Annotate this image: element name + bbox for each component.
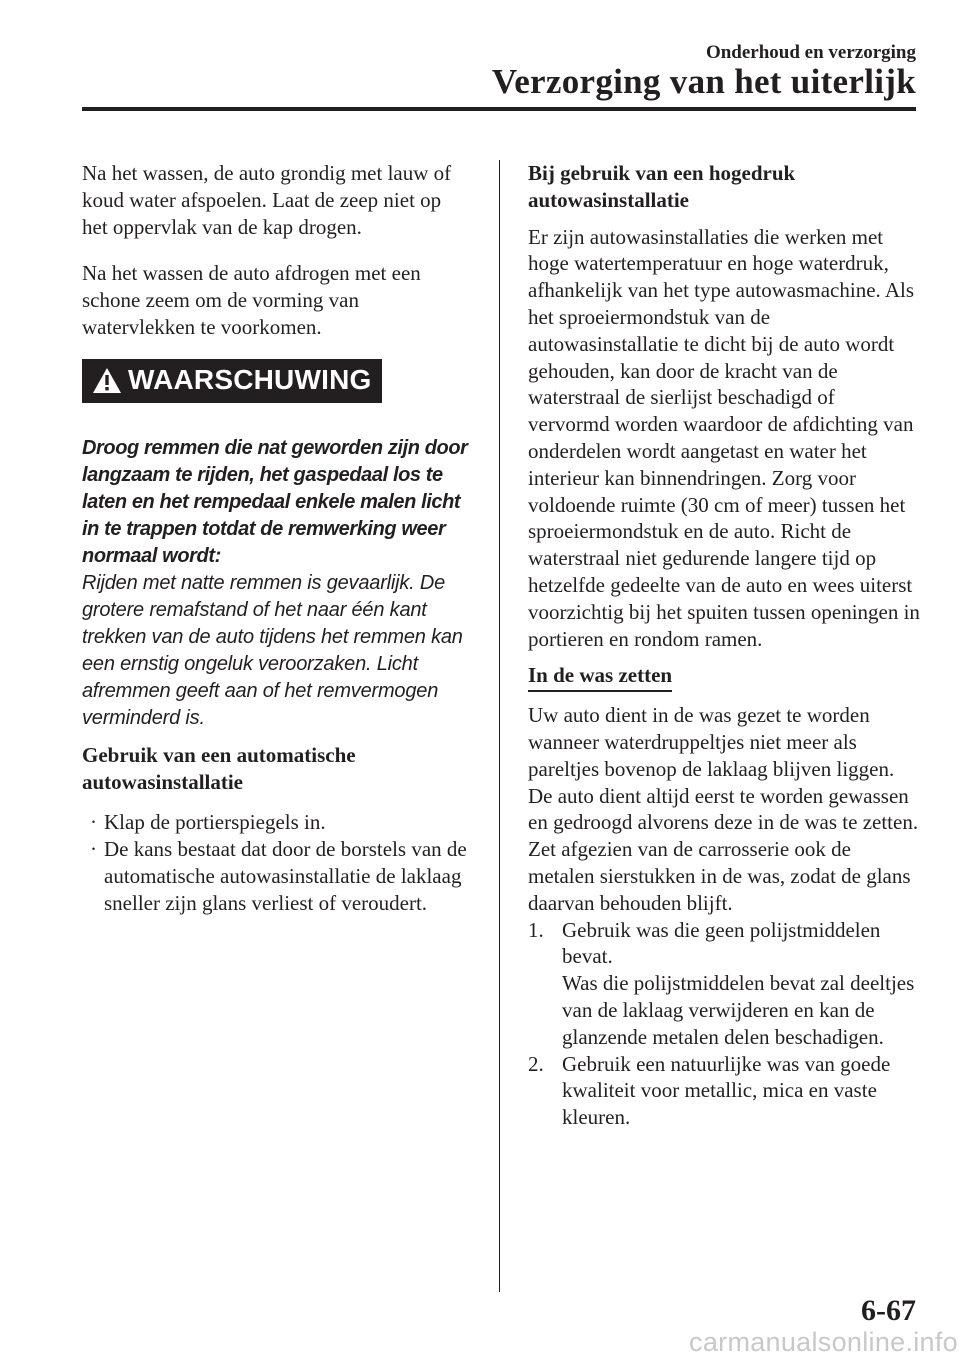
warning-banner: [82, 359, 382, 403]
header-section-label: Onderhoud en verzorging: [705, 42, 916, 63]
list-number: 1.: [528, 917, 544, 942]
bullet-text: Klap de portierspiegels in.: [104, 810, 326, 835]
header-rule: [82, 107, 916, 111]
paragraph-waxing-when: Uw auto dient in de was gezet te worden wanneer waterdruppeltjes niet meer als pareltjes bovenop de laklaag blijven liggen.: [528, 703, 895, 781]
paragraph-high-pressure: Er zijn autowasinstallaties die werken met hoge watertemperatuur en hoge waterdruk, afhankelijk van het type autowasmachine. Als het sproeiermondstuk van de autowasinstallatie te dicht bij de auto wordt gehouden, kan door de kracht van de waterstraal de sierlijst beschadigd of vervormd worden waardoor de afdichting van onderdelen wordt aangetast en water het interieur kan binnendringen. Zorg voor voldoende ruimte (30 cm of meer) tussen het sproeiermondstuk en de auto. Richt de waterstraal niet gedurende langere tijd op hetzelfde gedeelte van de auto en wees uiterst voorzichtig bij het spuiten tussen openingen in portieren en rondom ramen.: [528, 224, 920, 651]
list-number: 2.: [528, 1051, 544, 1076]
paragraph-rinse: Na het wassen, de auto grondig met lauw of koud water afspoelen. Laat de zeep niet op het oppervlak van de kap drogen.: [82, 161, 452, 239]
list-text: Gebruik was die geen polijstmiddelen bevat.: [562, 917, 881, 969]
waxing-heading-wrap: [528, 662, 920, 692]
wax-numbered-list: [528, 917, 920, 1131]
list-item: [82, 809, 472, 836]
heading-waxing: In de was zetten: [528, 662, 672, 692]
warning-triangle-icon: [92, 367, 122, 394]
list-text: Gebruik een natuurlijke was van goede kwaliteit voor metallic, mica en vaste kleuren.: [562, 1051, 891, 1130]
watermark: carmanualsonline.info: [689, 1327, 958, 1357]
bullet-mark: ·: [90, 810, 97, 835]
paragraph-waxing-how: De auto dient altijd eerst te worden gewassen en gedroogd alvorens deze in de was te zetten. Zet afgezien van de carrosserie ook de metalen sierstukken in de was, zodat de glans daarvan behouden blijft.: [528, 783, 919, 915]
bullet-text: De kans bestaat dat door de borstels van de automatische autowasinstallatie de laklaag sneller zijn glans verliest of veroudert.: [104, 837, 467, 915]
bullet-mark: ·: [90, 837, 97, 862]
warning-label: WAARSCHUWING: [128, 364, 372, 396]
warning-body: Rijden met natte remmen is gevaarlijk. De grotere remafstand of het naar één kant trekken van de auto tijdens het remmen kan een ernstig ongeluk veroorzaken. Licht afremmen geeft aan of het remvermogen verminderd is.: [82, 571, 463, 729]
list-item: [528, 1051, 920, 1131]
heading-high-pressure: Bij gebruik van een hogedruk autowasinstallatie: [528, 161, 796, 212]
column-divider: [499, 160, 500, 1292]
page-title: Verzorging van het uiterlijk: [491, 62, 916, 101]
heading-automatic-carwash: Gebruik van een automatische autowasinstallatie: [82, 742, 356, 794]
warning-text: [82, 435, 472, 732]
right-column: [528, 160, 920, 1131]
list-item: [528, 917, 920, 1051]
page-number: 6-67: [861, 1294, 916, 1327]
carwash-bullets: [82, 809, 472, 916]
list-item: [82, 836, 472, 916]
warning-heading: Droog remmen die nat geworden zijn door langzaam te rijden, het gaspedaal los te laten en het rempedaal enkele malen licht in te trappen totdat de remwerking weer normaal wordt:: [82, 436, 468, 567]
paragraph-dry: Na het wassen de auto afdrogen met een schone zeem om de vorming van watervlekken te voorkomen.: [82, 261, 421, 339]
list-subtext: Was die polijstmiddelen bevat zal deeltjes van de laklaag verwijderen en kan de glanzende metalen delen beschadigen.: [562, 971, 915, 1049]
left-column: [82, 160, 472, 938]
